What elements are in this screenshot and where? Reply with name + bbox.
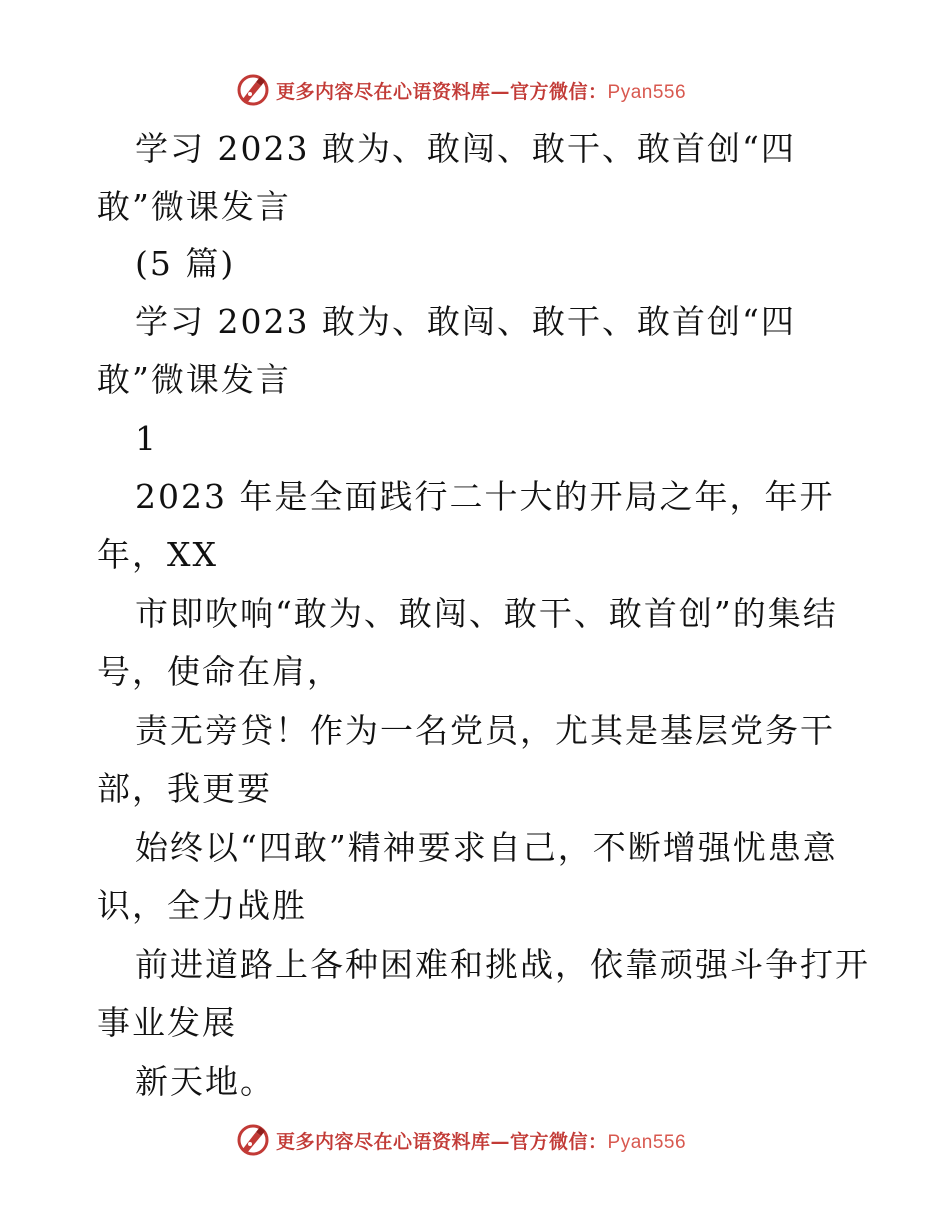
paragraph-line: 部，我更要 bbox=[97, 769, 272, 808]
pen-logo-icon bbox=[236, 1123, 270, 1157]
footer-watermark-banner bbox=[236, 1123, 686, 1157]
paragraph-line: 2023 年是全面践行二十大的开局之年，年开 bbox=[135, 477, 835, 516]
paragraph-line: 市即吹响“敢为、敢闯、敢干、敢首创”的集结 bbox=[135, 594, 838, 633]
paragraph-line: 始终以“四敢”精神要求自己，不断增强忧患意 bbox=[135, 828, 838, 867]
paragraph-line: 前进道路上各种困难和挑战，依靠顽强斗争打开 bbox=[135, 945, 870, 984]
pen-logo-icon bbox=[236, 73, 270, 107]
paragraph-line: 号，使命在肩， bbox=[97, 652, 342, 691]
header-wechat-handle: Pyan556 bbox=[607, 81, 687, 103]
footer-watermark-text: 更多内容尽在心语资料库—官方微信：Pyan556 bbox=[276, 1130, 687, 1153]
section-title-line-1: 学习 2023 敢为、敢闯、敢干、敢首创“四 bbox=[135, 302, 796, 341]
paragraph-line: 事业发展 bbox=[97, 1003, 237, 1042]
paragraph-line: 新天地。 bbox=[135, 1062, 275, 1101]
header-watermark-banner bbox=[236, 73, 686, 107]
section-title-line-2: 敢”微课发言 bbox=[97, 360, 291, 399]
paragraph-line: 责无旁贷！作为一名党员，尤其是基层党务干 bbox=[135, 711, 835, 750]
footer-wechat-handle: Pyan556 bbox=[607, 1131, 687, 1153]
subtitle-count: (5 篇) bbox=[135, 244, 236, 283]
header-watermark-text: 更多内容尽在心语资料库—官方微信：Pyan556 bbox=[276, 80, 687, 103]
paragraph-line: 年，XX bbox=[97, 535, 218, 574]
title-line-2: 敢”微课发言 bbox=[97, 187, 291, 226]
section-number: 1 bbox=[135, 419, 158, 458]
paragraph-line: 识，全力战胜 bbox=[97, 886, 307, 925]
title-line-1: 学习 2023 敢为、敢闯、敢干、敢首创“四 bbox=[135, 129, 796, 168]
